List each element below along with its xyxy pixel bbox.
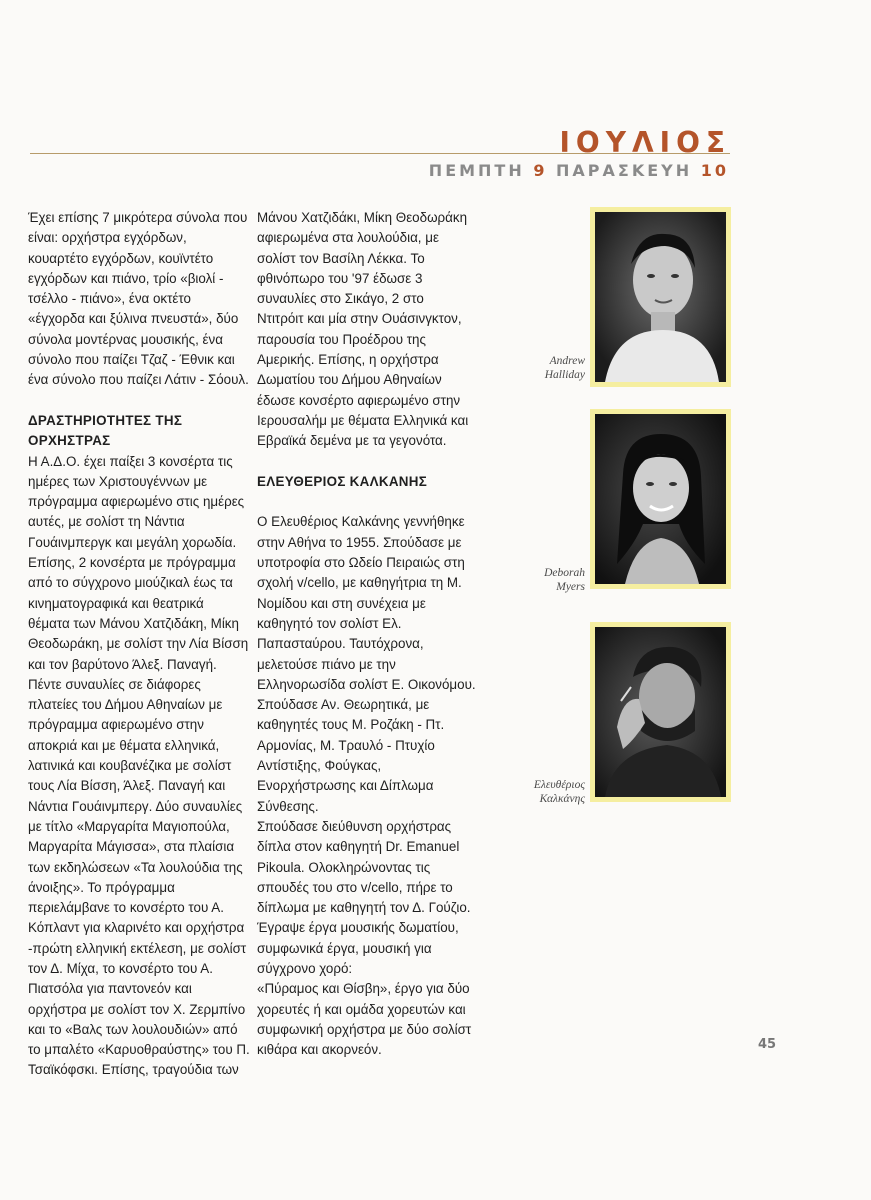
text-line: -πρώτη ελληνική εκτέλεση, με σολίστ	[28, 940, 247, 956]
text-line: σύνολο που παίζει Τζαζ - Έθνικ και	[28, 352, 235, 368]
text-line: σύνολα μοντέρνας μουσικής, ένα	[28, 331, 223, 347]
text-line: ΕΛΕΥΘΕΡΙΟΣ ΚΑΛΚΑΝΗΣ	[257, 473, 428, 489]
text-line: συναυλίες στο Σικάγο, 2 στο	[257, 291, 424, 307]
text-line: τους Λία Βίσση, Άλεξ. Παναγή και	[28, 778, 226, 794]
text-line: Μαργαρίτα Μάγισσα», στα πλαίσια	[28, 839, 235, 855]
text-line: Σπούδασε Αν. Θεωρητικά, με	[257, 697, 430, 713]
day-2: ΠΑΡΑΣΚΕΥΗ	[556, 161, 693, 180]
text-line: από το σύγχρονο μιούζικαλ έως τα	[28, 575, 233, 591]
caption-line: Halliday	[544, 369, 585, 381]
text-line: συμφωνικά έργα, μουσική για	[257, 940, 432, 956]
portrait-man-photo	[595, 212, 726, 382]
text-line: Αντίστιξης, Φούγκας,	[257, 758, 382, 774]
text-column-right	[257, 208, 497, 1060]
text-line: Pikoula. Ολοκληρώνοντας τις	[257, 859, 431, 875]
text-line: Μάνου Χατζιδάκι, Μίκη Θεοδωράκη	[257, 210, 468, 225]
caption-line: Andrew	[549, 355, 585, 367]
text-line: Εβραϊκά δεμένα με τα γεγονότα.	[257, 433, 447, 449]
text-line: πρόγραμμα αφιερωμένο στις ημέρες	[28, 494, 245, 510]
text-line: «έγχορδα και ξύλινα πνευστά», δύο	[28, 311, 239, 327]
text-line: Γουάινμπεργκ και μεγάλη χορωδία.	[28, 534, 237, 550]
text-line: άνοιξης». Το πρόγραμμα	[28, 879, 175, 895]
text-line: ΔΡΑΣΤΗΡΙΟΤΗΤΕΣ ΤΗΣ ΟΡΧΗΣΤΡΑΣ	[28, 412, 183, 449]
portrait-woman-photo	[595, 414, 726, 584]
text-line: μελετούσε πιάνο με την	[257, 656, 396, 672]
page-number: 45	[758, 1037, 777, 1052]
caption-line: Ελευθέριος	[533, 779, 585, 791]
text-line: καθηγητό τον σολίστ Ελ.	[257, 615, 402, 631]
text-line: Επίσης, 2 κονσέρτα με πρόγραμμα	[28, 555, 236, 571]
text-line: ημέρες των Χριστουγέννων με	[28, 473, 208, 489]
text-line: Παπασταύρου. Ταυτόχρονα,	[257, 636, 424, 652]
text-line: το μπαλέτο «Καρυοθραύστης» του Π.	[28, 1042, 250, 1058]
text-line: κιθάρα και ακορνεόν.	[257, 1042, 382, 1058]
text-line: κινηματογραφικά και θεατρικά	[28, 595, 204, 611]
text-line: με τίτλο «Μαργαρίτα Μαγιοπούλα,	[28, 818, 230, 834]
text-line: Ιερουσαλήμ με θέματα Ελληνικά και	[257, 412, 469, 428]
text-line: δίπλωμα με καθηγητή τον Δ. Γούζιο.	[257, 900, 471, 916]
text-line: περιελάμβανε το κονσέρτο του Α.	[28, 900, 224, 916]
text-line: λατινικά και κουβανέζικα με σολίστ	[28, 758, 232, 774]
text-line: τσέλλο - πιάνο», ένα οκτέτο	[28, 291, 191, 307]
text-line: ορχήστρα με σολίστ τον Χ. Ζερμπίνο	[28, 1001, 246, 1017]
photo-andrew-halliday	[590, 207, 731, 387]
text-line: αποκριά και με θέματα ελληνικά,	[28, 737, 220, 753]
text-line: τον Δ. Μίχα, το κονσέρτο του Α.	[28, 960, 213, 976]
text-line: συμφωνική ορχήστρα με δύο σολίστ	[257, 1021, 472, 1037]
caption-line: Καλκάνης	[539, 793, 585, 805]
text-line: Νομίδου και στη συνέχεια με	[257, 595, 426, 611]
text-line: Πιατσόλα για παντονεόν και	[28, 981, 192, 997]
text-line: Αμερικής. Επίσης, η ορχήστρα	[257, 352, 439, 368]
text-line: Αρμονίας, Μ. Τραυλό - Πτυχίο	[257, 737, 435, 753]
text-line: σολίστ τον Βασίλη Λέκκα. Το	[257, 250, 425, 266]
photo-deborah-myers	[590, 409, 731, 589]
text-line: Ντιτρόιτ και μία στην Ουάσινγκτον,	[257, 311, 462, 327]
text-line: Έχει επίσης 7 μικρότερα σύνολα που	[28, 210, 248, 225]
text-line: σπουδές του στο v/cello, πήρε το	[257, 879, 453, 895]
text-line: Δωματίου του Δήμου Αθηναίων	[257, 372, 442, 388]
text-line: Θεοδωράκη, με σολίστ την Λία Βίσση	[28, 636, 249, 652]
text-line: των εκδηλώσεων «Τα λουλούδια της	[28, 859, 243, 875]
text-line: φθινόπωρο του '97 έδωσε 3	[257, 270, 423, 286]
text-line: Νάντια Γουάινμπεργ. Δύο συναυλίες	[28, 798, 243, 814]
text-line: υποτροφία στο Ωδείο Πειραιώς στη	[257, 555, 465, 571]
photo-eleftherios-kalkanis	[590, 622, 731, 802]
text-line: Ελληνορωσίδα σολίστ Ε. Οικονόμου.	[257, 676, 476, 692]
caption-line: Deborah	[544, 567, 585, 579]
text-line: Σύνθεσης.	[257, 798, 319, 814]
text-line: καθηγητές τους Μ. Ροζάκη - Πτ.	[257, 717, 445, 733]
text-line: θέματα των Μάνου Χατζιδάκη, Μίκη	[28, 615, 239, 631]
caption-deborah-myers	[495, 566, 585, 594]
text-line: σχολή v/cello, με καθηγήτρια τη Μ.	[257, 575, 462, 591]
month-title: ΙΟΥΛΙΟΣ	[559, 126, 731, 159]
text-line: έδωσε κονσέρτο αφιερωμένο στην	[257, 392, 461, 408]
text-line: και τον βαρύτονο Άλεξ. Παναγή.	[28, 656, 217, 672]
text-column-left	[28, 208, 250, 1081]
text-line: Η Α.Δ.Ο. έχει παίξει 3 κονσέρτα τις	[28, 453, 233, 469]
text-line: ένα σύνολο που παίζει Λάτιν - Σόουλ.	[28, 372, 249, 388]
text-line: αυτές, με σολίστ τη Νάντια	[28, 514, 185, 530]
text-line: δίπλα στον καθηγητή Dr. Emanuel	[257, 839, 460, 855]
text-line: «Πύραμος και Θίσβη», έργο για δύο	[257, 981, 470, 997]
text-line: Ο Ελευθέριος Καλκάνης γεννήθηκε	[257, 514, 465, 530]
paragraph-gap	[257, 492, 497, 512]
paragraph-gap	[257, 452, 497, 472]
text-line: πλατείες του Δήμου Αθηναίων με	[28, 697, 223, 713]
text-line: Τσαϊκόφσκι. Επίσης, τραγούδια των	[28, 1062, 239, 1078]
portrait-conductor-photo	[595, 627, 726, 797]
dates-line	[429, 161, 729, 181]
caption-andrew-halliday	[495, 354, 585, 382]
text-line: Πέντε συναυλίες σε διάφορες	[28, 676, 201, 692]
text-line: σύγχρονο χορό:	[257, 960, 353, 976]
text-line: εγχόρδων και πιάνο, τρίο «βιολί -	[28, 270, 224, 286]
text-line: πρόγραμμα αφιερωμένο στην	[28, 717, 204, 733]
caption-line: Myers	[556, 581, 585, 593]
text-line: είναι: ορχήστρα εγχόρδων,	[28, 230, 187, 246]
text-line: Έγραψε έργα μουσικής δωματίου,	[257, 920, 459, 936]
text-line: αφιερωμένα στα λουλούδια, με	[257, 230, 439, 246]
caption-eleftherios-kalkanis	[495, 778, 585, 806]
text-line: στην Αθήνα το 1955. Σπούδασε με	[257, 534, 462, 550]
day-1: ΠΕΜΠΤΗ	[428, 161, 525, 180]
text-line: παρουσία του Προέδρου της	[257, 331, 426, 347]
text-line: Σπούδασε διεύθυνση ορχήστρας	[257, 818, 452, 834]
text-line: και το «Βαλς των λουλουδιών» από	[28, 1021, 238, 1037]
text-line: χορευτές ή και ομάδα χορευτών και	[257, 1001, 466, 1017]
text-line: Κόπλαντ για κλαρινέτο και ορχήστρα	[28, 920, 245, 936]
paragraph-gap	[28, 391, 250, 411]
text-line: Ενορχήστρωσης και Δίπλωμα	[257, 778, 434, 794]
day-2-number: 10	[700, 161, 729, 180]
day-1-number: 9	[533, 161, 548, 180]
text-line: κουαρτέτο εγχόρδων, κουϊντέτο	[28, 250, 214, 266]
header-rule	[30, 153, 730, 154]
